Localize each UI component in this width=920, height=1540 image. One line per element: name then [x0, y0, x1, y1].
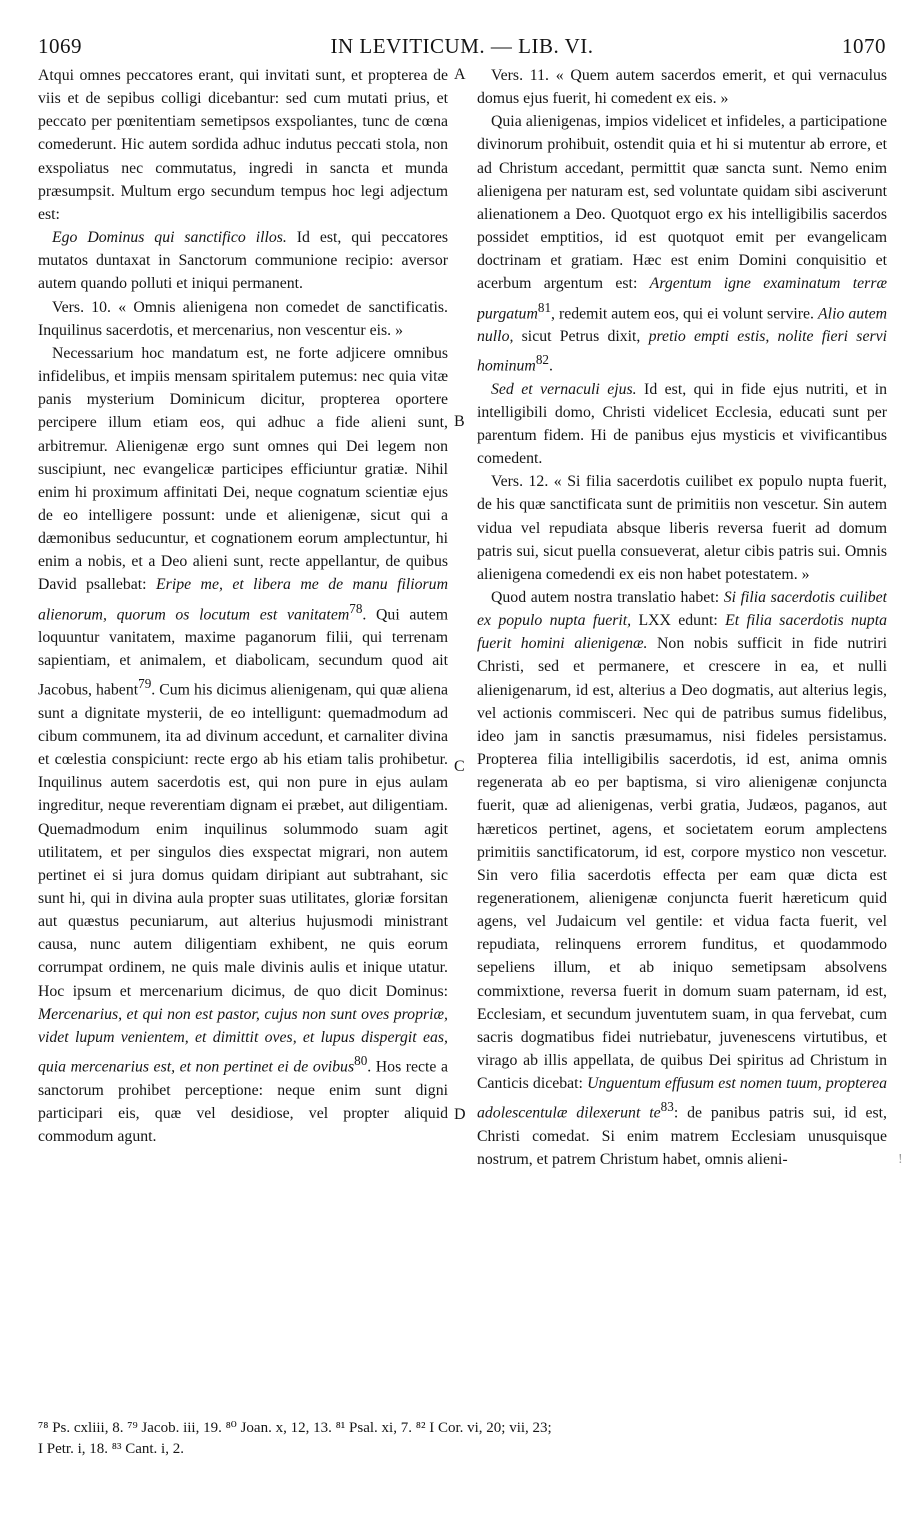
margin-marker-b: B: [454, 413, 465, 430]
paragraph: Ego Dominus qui sanctifico illos. Id est, qui peccatores mutatos duntaxat in Sanctorum communione recipio: aversor autem quando polluti et iniqui permanent.: [38, 229, 448, 293]
margin-marker-a: A: [454, 66, 466, 83]
paragraph: Quod autem nostra translatio habet: Si filia sacerdotis cuilibet ex populo nupta fuerit, LXX edunt: Et filia sacerdotis nupta fuerit homini alienigenæ. Non nobis sufficit in fide nutriri Christi, sed et permanere, et crescere in ea, et nulli alienigenarum, id est, alterius a Deo dogmatis, aut alterius legis, vel actionis commisceri. Nec qui de patribus sumus fidelibus, ideo jam in sanctis præsumamus, nisi fideles persistamus. Propterea filia intelligibilis sacerdotis, id est, anima omnis regenerata ab eo per baptisma, si viro alienigenæ conjuncta fuerit, quæ ad alienigenas, verbi gratia, Judæos, paganos, aut hæreticos pertinet, agens, et societatem eorum amplectens primitiis sanctificatorum, id est, corpore mystico non vescetur. Sin vero filia sacerdotis effecta per eam quæ dicta est regenerationem, alienigenæ conjuncta fuerit hæreticum quid agens, vel Judaicum vel gentile: et vidua facta fuerit, vel repudiata, relinquens errorem funditus, et quodammodo sepeliens illum, et ab iniquo semetipsam absolvens commixtione, reversa fuerit in domum suam paternam, id est, Ecclesiam, et secundum juventutem suam, in qua fervebat, cum sacris dogmatibus fidei nutriebatur, juvenescens virtutibus, et virago ab illis appellata, de quibus Dei spiritus ad Christum in Canticis dicebat: Unguentum effusum est nomen tuum, propterea adolescentulæ dilexerunt $te^{83}$: de panibus patris sui, id est, Christi comedat. Si enim matrem Ecclesiam unusquisque nostrum, et patrem Christum habet, omnis alieni-: [477, 588, 887, 1168]
footnote-ref: 81: [537, 299, 552, 315]
footnote-ref: 78: [349, 600, 363, 616]
footnote-line: ⁷⁸ Ps. cxliii, 8. ⁷⁹ Jacob. iii, 19. ⁸⁰ Joan. x, 12, 13. ⁸¹ Psal. xi, 7. ⁸² I Cor. vi, 20; vii, 23;: [38, 1420, 552, 1436]
page-number-right: 1070: [842, 34, 886, 58]
page-header: [38, 34, 886, 64]
paragraph: Quia alienigenas, impios videlicet et infideles, a participatione divinorum prohibuit, ostendit quia et hi si mutentur ab errore, et ad Christum accedant, permittit quæ sancta sunt. Nemo enim alienigena per naturam est, sed voluntate quidam sibi asciverunt alienationem a Deo. Quotquot ergo ex his intelligibilis sacerdos possidet emptitios, id est quotquot emit per evangelicam doctrinam et gratiam. Hæc est enim Domini conquisitio et acerbum argentum est: Argentum igne examinatum terræ purgatum$^{81}$, redemit autem eos, qui ei volunt servire. Alio autem nullo, sicut Petrus dixit, pretio empti estis, nolite fieri servi hominum$^{82}$.: [477, 113, 887, 375]
footnote-ref: 80: [354, 1053, 368, 1069]
stray-mark: !: [898, 1152, 903, 1167]
footnote-ref: 82: [535, 352, 549, 368]
paragraph: Necessarium hoc mandatum est, ne forte adjicere omnibus infidelibus, et impiis mensam spiritalem putemus: nec quia vitæ panis mysterium Dominicum dicitur, propterea oportere percipere illum etiam eos, qui adhuc a fide alieni sunt, arbitremur. Alienigenæ ergo sunt omnes qui Dei legem non suscipiunt, nec evangelicæ participes efficiuntur gratiæ. Nihil enim hi proximum affinitati Dei, neque cognatum scientiæ ejus de eo intelligere possunt: unde et alienigenæ, sicut qui a dæmonibus seducuntur, et cognationem eorum amplectuntur, hi enim a nobis, et a Deo alieni sunt, recte appellantur, de quibus David psallebat: Eripe me, et libera me de manu filiorum alienorum, quorum os locutum est vanitatem$^{78}$. Qui autem loquuntur vanitatem, maxime paganorum filii, qui terrenam sapientiam, et animalem, et diabolicam, secundum quod ait Jacobus, habent$^{79}$. Cum his dicimus alienigenam, qui quæ aliena sunt a dignitate mysterii, de eo intelligunt: quemadmodum ad cibum communem, ita ad divinum accedunt, et carnaliter divina et cœlestia conspiciunt: recte ergo ab his etiam talis prohibetur. Inquilinus autem sacerdotis est, qui non pure in ejus aulam ingreditur, neque reverentiam dignam ei præbet, aut diligentiam. Quemadmodum enim inquilinus solummodo suam agit utilitatem, et per singulos dies exspectat migrari, non autem pertinet ei si jura domus quidam diripiant aut subtrahant, sic sunt hi, qui in divina aula propter suas utilitates, gloriæ forsitan aut quæstus pecuniarum, aut alterius hujusmodi ministrant causa, nunc autem diligentiam exhibent, ne quis eorum corrumpat ordinem, ne quis male divinis aulis et inique utatur. Hoc ipsum et mercenarium dicimus, de quo dicit Dominus: Mercenarius, et qui non est pastor, cujus non sunt oves propriæ, videt lupum venientem, et dimittit oves, et lupus dispergit eas, quia mercenarius est, et non pertinet ei de ovibus$^{80}$. Hos recte a sanctorum prohibet perceptione: neque enim sunt digni participari eis, quæ vel desidiose, vel propter aliquid commodum agunt.: [38, 344, 448, 1145]
verse-paragraph: Vers. 12. « Si filia sacerdotis cuilibet ex populo nupta fuerit, de his quæ sanctificata sunt de primitiis non vescetur. Sin autem vidua vel repudiata absque liberis reversa fuerit ad domum patris sui, sicut puella consueverat, aletur cibis patris sui. Omnis alienigena comedendi ex eis non habet potestatem. »: [477, 473, 887, 583]
margin-marker-d: D: [454, 1106, 466, 1123]
left-column: [38, 64, 448, 1409]
page-number-left: 1069: [38, 34, 82, 58]
footnotes: [38, 1418, 888, 1460]
running-title: IN LEVITICUM. — LIB. VI.: [330, 34, 594, 58]
verse-paragraph: Vers. 10. « Omnis alienigena non comedet de sanctificatis. Inquilinus sacerdotis, et mercenarius, non vescentur eis. »: [38, 298, 448, 339]
paragraph: Sed et vernaculi ejus. Id est, qui in fide ejus nutriti, et in intelligibili domo, Christi videlicet Ecclesia, educati sunt per parentum fidem. Hi de panibus ejus mysticis et vivificantibus comedent.: [477, 380, 887, 468]
verse-paragraph: Vers. 11. « Quem autem sacerdos emerit, et qui vernaculus domus ejus fuerit, hi comedent ex eis. »: [477, 67, 887, 108]
paragraph: Atqui omnes peccatores erant, qui invitati sunt, et propterea de viis et de sepibus colligi dicebantur: sed cum mutati prius, et peccato per pœnitentiam semetipsos exspoliantes, tunc de cœna comederunt. Hic autem sordida adhuc indutus peccati stola, non exspoliatus nec commutatus, ingredi in sancta et munda præsumpsit. Multum ergo secundum tempus hoc legi adjectum est:: [38, 67, 448, 223]
margin-marker-c: C: [454, 758, 465, 775]
verse-label: Vers. 12.: [491, 473, 549, 491]
footnote-ref: 83: [660, 1099, 674, 1115]
footnote-ref: 79: [138, 676, 152, 692]
verse-label: Vers. 11.: [491, 67, 549, 84]
verse-label: Vers. 10.: [52, 298, 111, 316]
footnote-line: I Petr. i, 18. ⁸³ Cant. i, 2.: [38, 1441, 184, 1457]
right-column: [477, 64, 887, 1409]
